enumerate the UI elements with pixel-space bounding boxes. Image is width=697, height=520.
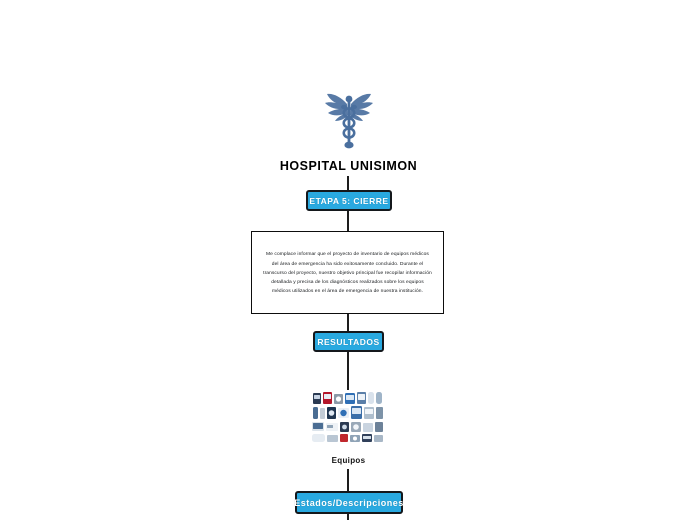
caduceus-icon (322, 88, 376, 150)
connector-textbox-to-resultados (347, 314, 349, 331)
connector-estados-downward (347, 514, 349, 520)
medical-equipment-collage-image (311, 390, 385, 446)
node-resultados[interactable]: RESULTADOS (313, 331, 384, 352)
connector-resultados-to-image (347, 352, 349, 390)
node-etapa-5-cierre[interactable]: ETAPA 5: CIERRE (306, 190, 392, 211)
connector-image-to-estados (347, 469, 349, 491)
root-title: HOSPITAL UNISIMON (279, 159, 418, 173)
node-estados-descripciones[interactable]: Estados/Descripciones (295, 491, 403, 514)
connector-etapa-to-textbox (347, 211, 349, 231)
connector-title-to-etapa (347, 176, 349, 190)
summary-paragraph: Me complace informar que el proyecto de inventario de equipos médicos del área de emergencia ha sido exitosamente concluido. Durante el transcurso del proyecto, nuestro objetivo principal fue recopilar información detallada y precisa de los diagnósticos realizados sobre los equipos médicos utilizados en el área de emergencia de nuestra institución. (263, 252, 432, 295)
summary-text-box (251, 231, 444, 314)
image-caption-equipos: Equipos (331, 456, 366, 465)
